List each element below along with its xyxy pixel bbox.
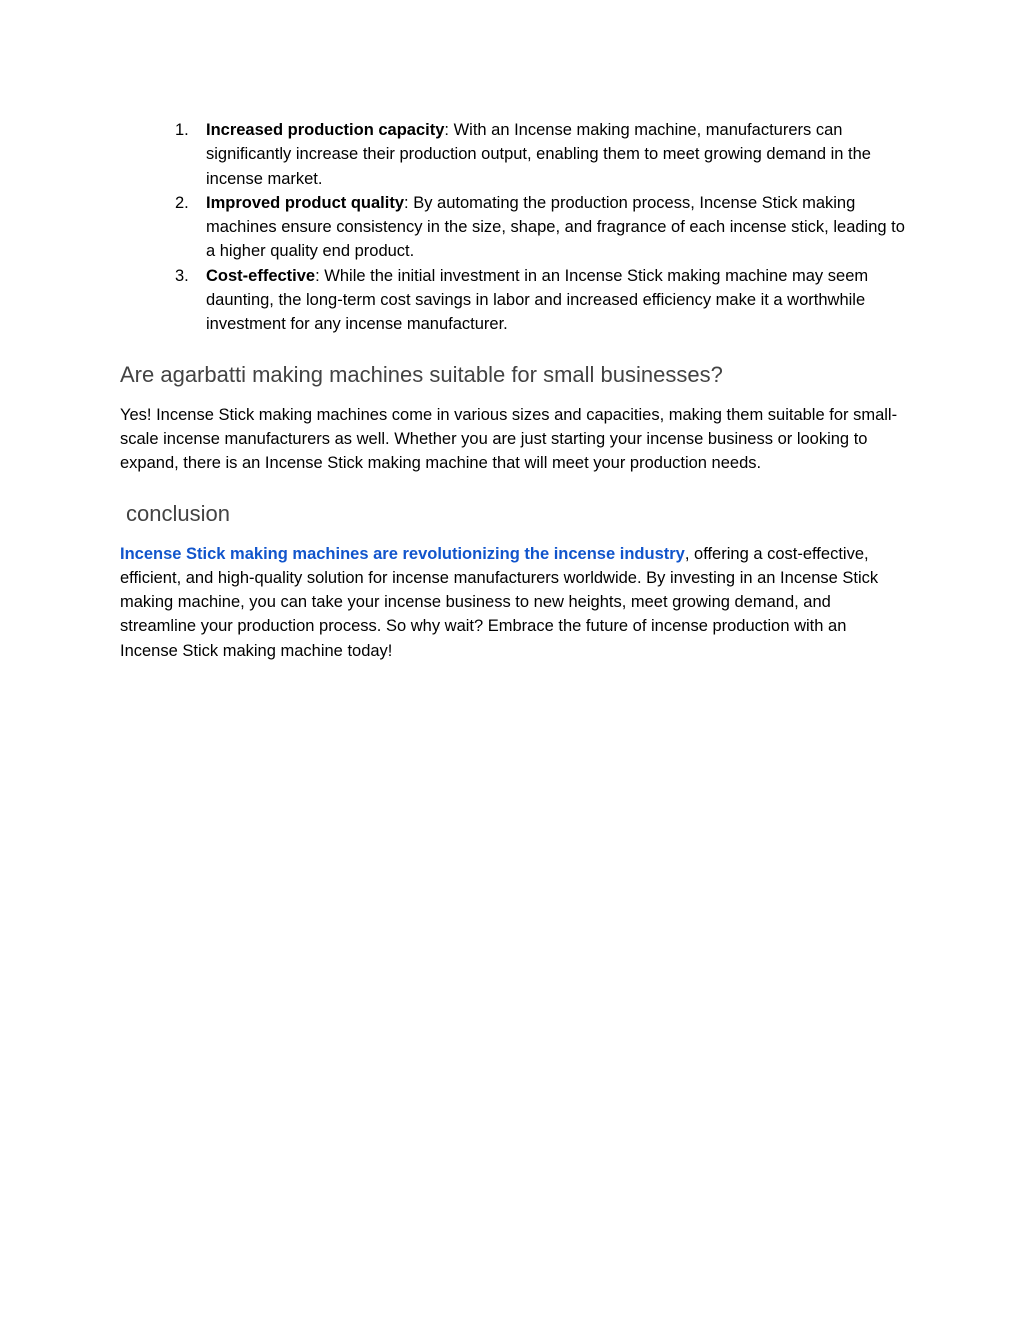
list-number: 3. [175,266,189,285]
question-paragraph: Yes! Incense Stick making machines come in various sizes and capacities, making them suitable for small-scale incense manufacturers as well. Whether you are just starting your incense business or looking to expand, there is an Incense Stick making machine that will meet your production needs. [120,405,898,473]
list-item-text: : By automating the production process, Incense Stick making machines ensure consistency in the size, shape, and fragrance of each incense stick, leading to a higher quality end product. [206,193,905,261]
list-item [120,191,905,264]
benefits-list [120,118,905,337]
list-item-title: Cost-effective [206,266,316,285]
conclusion-link[interactable]: Incense Stick making machines are revolutionizing the incense industry [120,544,685,563]
document-content [120,118,905,663]
conclusion-heading: conclusion [126,500,230,526]
list-item-text: : With an Incense making machine, manufacturers can significantly increase their production output, enabling them to meet growing demand in the incense market. [206,121,871,188]
list-item-title: Increased production capacity [206,121,445,139]
list-item-text: : While the initial investment in an Incense Stick making machine may seem daunting, the long-term cost savings in labor and increased efficiency make it a worthwhile investment for any incense manufacturer. [206,266,869,334]
question-heading: Are agarbatti making machines suitable for small businesses? [120,361,723,387]
conclusion-text: , offering a cost-effective, efficient, and high-quality solution for incense manufacturers worldwide. By investing in an Incense Stick making machine, you can take your incense business to new heights, meet growing demand, and streamline your production process. So why wait? Embrace the future of incense production with an Incense Stick making machine today! [120,544,879,660]
conclusion-paragraph [120,542,905,663]
list-item-title: Improved product quality [206,193,405,212]
list-number: 1. [175,121,189,139]
list-item [120,264,905,337]
list-item [120,118,905,191]
list-number: 2. [175,193,189,212]
